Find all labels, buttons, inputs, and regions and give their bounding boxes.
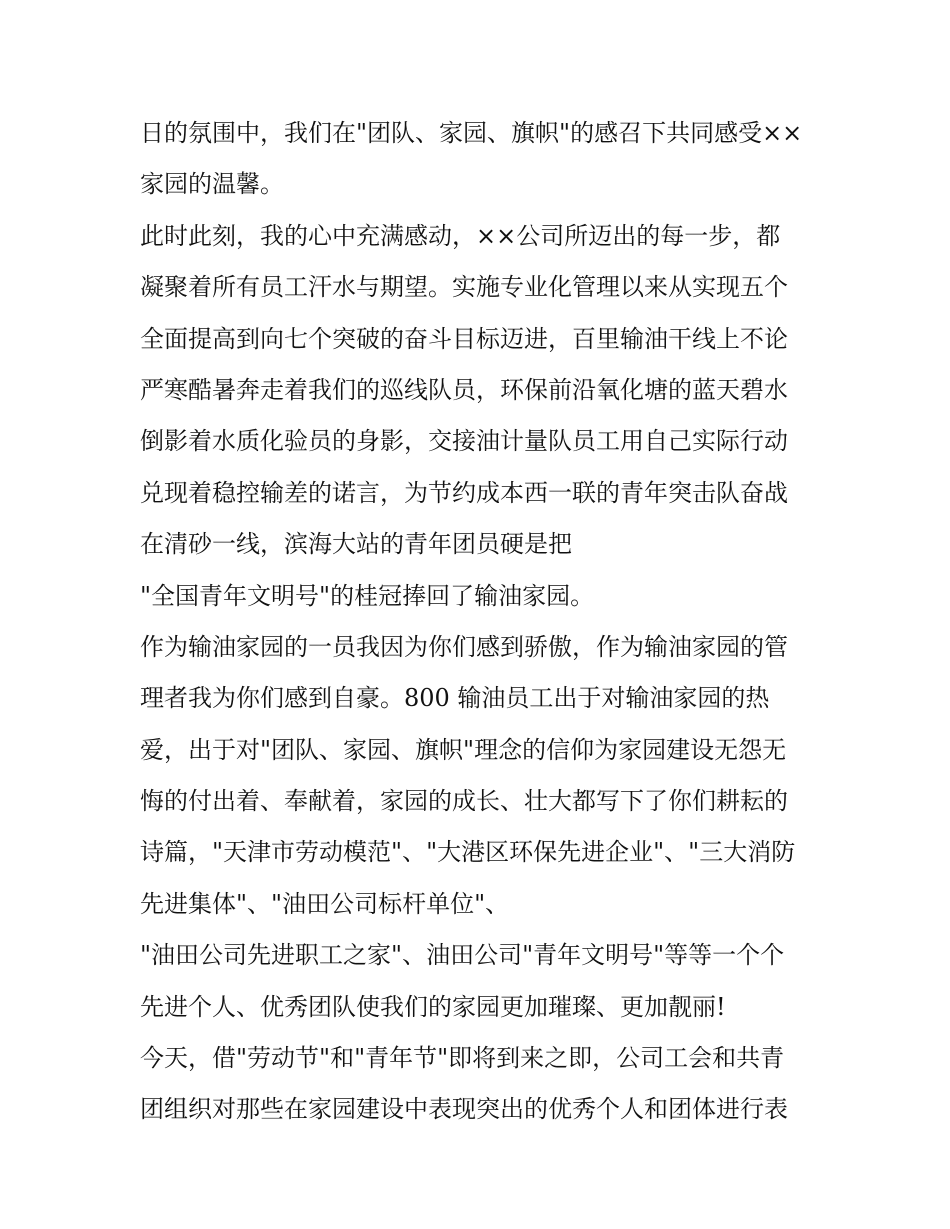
- text-line: 在清砂一线，滨海大站的青年团员硬是把: [140, 530, 572, 559]
- text-line: 理者我为你们感到自豪。800 输油员工出于对输油家园的热: [140, 684, 770, 713]
- body-text: [140, 108, 830, 1136]
- text-line: 团组织对那些在家园建设中表现突出的优秀个人和团体进行表: [140, 1095, 788, 1124]
- text-line: 日的氛围中，我们在"团队、家园、旗帜"的感召下共同感受××: [140, 119, 803, 147]
- text-line: 诗篇，"天津市劳动模范"、"大港区环保先进企业"、"三大消防: [140, 838, 796, 867]
- text-line: 严寒酷暑奔走着我们的巡线队员，环保前沿氧化塘的蓝天碧水: [140, 375, 788, 404]
- text-line: "油田公司先进职工之家"、油田公司"青年文明号"等等一个个: [140, 941, 785, 970]
- text-line: 作为输油家园的一员我因为你们感到骄傲，作为输油家园的管: [140, 632, 788, 661]
- text-line: 兑现着稳控输差的诺言，为节约成本西一联的青年突击队奋战: [140, 478, 788, 507]
- text-line: 倒影着水质化验员的身影，交接油计量队员工用自己实际行动: [140, 427, 788, 456]
- text-line: 先进集体"、"油田公司标杆单位"、: [140, 889, 510, 918]
- text-line: 悔的付出着、奉献着，家园的成长、壮大都写下了你们耕耘的: [140, 787, 788, 816]
- text-line: 家园的温馨。: [140, 170, 284, 199]
- text-line: "全国青年文明号"的桂冠捧回了输油家园。: [140, 581, 595, 610]
- text-line: 先进个人、优秀团队使我们的家园更加璀璨、更加靓丽!: [140, 992, 726, 1021]
- text-line: 今天，借"劳动节"和"青年节"即将到来之即，公司工会和共青: [140, 1044, 785, 1073]
- text-line: 爱，出于对"团队、家园、旗帜"理念的信仰为家园建设无怨无: [140, 735, 787, 764]
- text-line: 此时此刻，我的心中充满感动，××公司所迈出的每一步，都: [140, 221, 781, 250]
- text-line: 全面提高到向七个突破的奋斗目标迈进，百里输油干线上不论: [140, 324, 788, 353]
- text-line: 凝聚着所有员工汗水与期望。实施专业化管理以来从实现五个: [140, 273, 788, 302]
